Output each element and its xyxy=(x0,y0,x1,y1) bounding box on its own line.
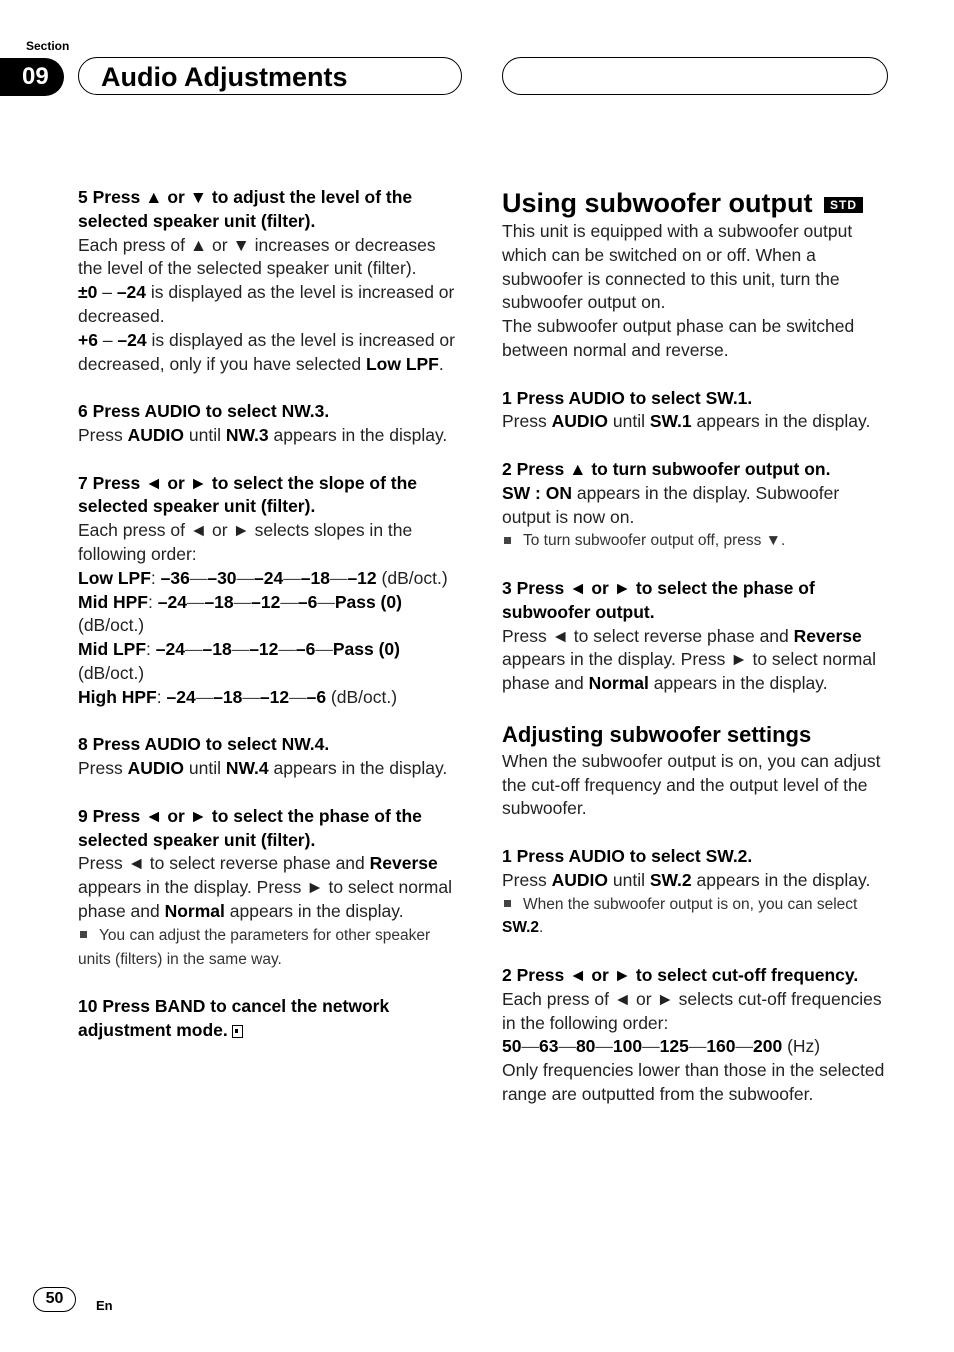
slope-mid-hpf: Mid HPF: –24—–18—–12—–6—Pass (0) (dB/oct.) xyxy=(78,591,402,636)
step-6-text: Press AUDIO until NW.3 appears in the display. xyxy=(78,424,448,445)
subsection-heading: Adjusting subwoofer settings xyxy=(502,721,812,747)
sequence-value: 200 xyxy=(753,1036,783,1057)
sequence-value: –24 xyxy=(254,567,284,588)
chapter-title: Audio Adjustments xyxy=(101,62,348,92)
sequence-value: –6 xyxy=(295,639,316,660)
slope-mid-lpf: Mid LPF: –24—–18—–12—–6—Pass (0) (dB/oct.) xyxy=(78,639,400,683)
sw-step-1-text: Press AUDIO until SW.1 appears in the display. xyxy=(502,411,871,432)
slope-low-lpf: Low LPF: –36—–30—–24—–18—–12 (dB/oct.) xyxy=(78,567,448,588)
adj-step-2-after: Only frequencies lower than those in the selected range are outputted from the subwoofer. xyxy=(502,1060,885,1104)
sequence-value: –6 xyxy=(297,591,318,612)
step-5-range-2: +6 – –24 is displayed as the level is increased or decreased, only if you have selected Low LPF. xyxy=(78,329,455,374)
sequence-value: –18 xyxy=(213,686,243,707)
section-label: Section xyxy=(26,39,70,53)
sequence-value: Pass (0) xyxy=(332,639,400,660)
sequence-value: Pass (0) xyxy=(334,591,402,612)
adj-step-2-text: Each press of ◄ or ► selects cut-off frequencies in the following order: xyxy=(502,988,882,1033)
bullet-icon xyxy=(504,900,511,907)
sequence-value: –18 xyxy=(202,639,232,660)
chapter-title-box xyxy=(78,57,462,95)
intro-paragraph-1: This unit is equipped with a subwoofer output which can be switched on or off. When a subwoofer is connected to this unit, turn the subwoofer output on. xyxy=(502,221,853,313)
step-9-text: Press ◄ to select reverse phase and Reverse appears in the display. Press ► to select normal phase and Normal appears in the display. xyxy=(78,853,452,921)
step-7-text: Each press of ◄ or ► selects slopes in the following order: xyxy=(78,520,413,564)
sequence-value: –18 xyxy=(204,591,234,612)
step-8-heading: 8 Press AUDIO to select NW.4. xyxy=(78,734,330,755)
sw-step-2-heading: 2 Press ▲ to turn subwoofer output on. xyxy=(502,458,831,479)
sequence-value: 100 xyxy=(612,1036,643,1057)
step-5-heading: 5 Press ▲ or ▼ to adjust the level of the selected speaker unit (filter). xyxy=(78,187,413,231)
sequence-value: –24 xyxy=(166,686,196,707)
page-number: 50 xyxy=(33,1287,76,1312)
intro-paragraph-2: The subwoofer output phase can be switched between normal and reverse. xyxy=(502,316,855,360)
sequence-value: –12 xyxy=(347,567,377,588)
step-10-heading: 10 Press BAND to cancel the network adjustment mode. xyxy=(78,996,390,1040)
adj-step-1-note: When the subwoofer output is on, you can select SW.2. xyxy=(502,895,858,937)
sequence-value: –6 xyxy=(306,686,327,707)
left-column xyxy=(78,186,462,1043)
sequence-value: –30 xyxy=(207,567,237,588)
step-5-text: Each press of ▲ or ▼ increases or decreases the level of the selected speaker unit (filter). xyxy=(78,234,436,279)
sequence-value: –12 xyxy=(249,639,279,660)
step-8-text: Press AUDIO until NW.4 appears in the display. xyxy=(78,758,448,779)
sequence-value: 125 xyxy=(659,1036,689,1057)
bullet-icon xyxy=(504,537,511,544)
adj-step-1-heading: 1 Press AUDIO to select SW.2. xyxy=(502,845,753,866)
sw-step-3-text: Press ◄ to select reverse phase and Reverse appears in the display. Press ► to select normal phase and Normal appears in the display. xyxy=(502,625,876,694)
slope-high-hpf: High HPF: –24—–18—–12—–6 (dB/oct.) xyxy=(78,686,398,707)
sw-step-3-heading: 3 Press ◄ or ► to select the phase of subwoofer output. xyxy=(502,577,815,622)
sequence-value: 50 xyxy=(502,1036,522,1057)
sw-step-2-note: To turn subwoofer output off, press ▼. xyxy=(502,529,888,553)
language-code: En xyxy=(96,1298,113,1313)
sw-step-1-heading: 1 Press AUDIO to select SW.1. xyxy=(502,387,753,408)
step-9-heading: 9 Press ◄ or ► to select the phase of the selected speaker unit (filter). xyxy=(78,805,422,850)
sequence-value: –24 xyxy=(155,639,185,660)
sequence-value: 63 xyxy=(538,1036,559,1057)
intro-paragraph-3: When the subwoofer output is on, you can adjust the cut-off frequency and the output level of the subwoofer. xyxy=(502,750,881,819)
sequence-value: –36 xyxy=(160,567,190,588)
sequence-value: 80 xyxy=(575,1036,596,1057)
adj-step-2-heading: 2 Press ◄ or ► to select cut-off frequency. xyxy=(502,964,859,985)
sequence-value: –18 xyxy=(300,567,330,588)
frequency-sequence: 50—63—80—100—125—160—200 (Hz) xyxy=(502,1036,821,1057)
sequence-value: –24 xyxy=(157,591,187,612)
blank-header-box xyxy=(502,57,888,95)
sequence-value: –12 xyxy=(259,686,290,707)
adj-step-1-text: Press AUDIO until SW.2 appears in the display. xyxy=(502,869,871,890)
step-5-range-1: ±0 – –24 is displayed as the level is increased or decreased. xyxy=(78,282,455,326)
section-number-tab: 09 xyxy=(0,58,64,96)
std-badge-icon: STD xyxy=(824,197,863,213)
sequence-value: –12 xyxy=(251,591,281,612)
sequence-value: 160 xyxy=(706,1036,736,1057)
sw-step-2-text: SW : ON appears in the display. Subwoofer output is now on. xyxy=(502,482,840,527)
section-heading: Using subwoofer output STD xyxy=(502,186,888,220)
end-mark-icon xyxy=(232,1025,243,1038)
step-9-note: You can adjust the parameters for other speaker units (filters) in the same way. xyxy=(78,926,431,968)
bullet-icon xyxy=(80,931,87,938)
step-7-heading: 7 Press ◄ or ► to select the slope of the selected speaker unit (filter). xyxy=(78,472,418,517)
right-column xyxy=(502,186,888,1107)
step-6-heading: 6 Press AUDIO to select NW.3. xyxy=(78,401,330,422)
